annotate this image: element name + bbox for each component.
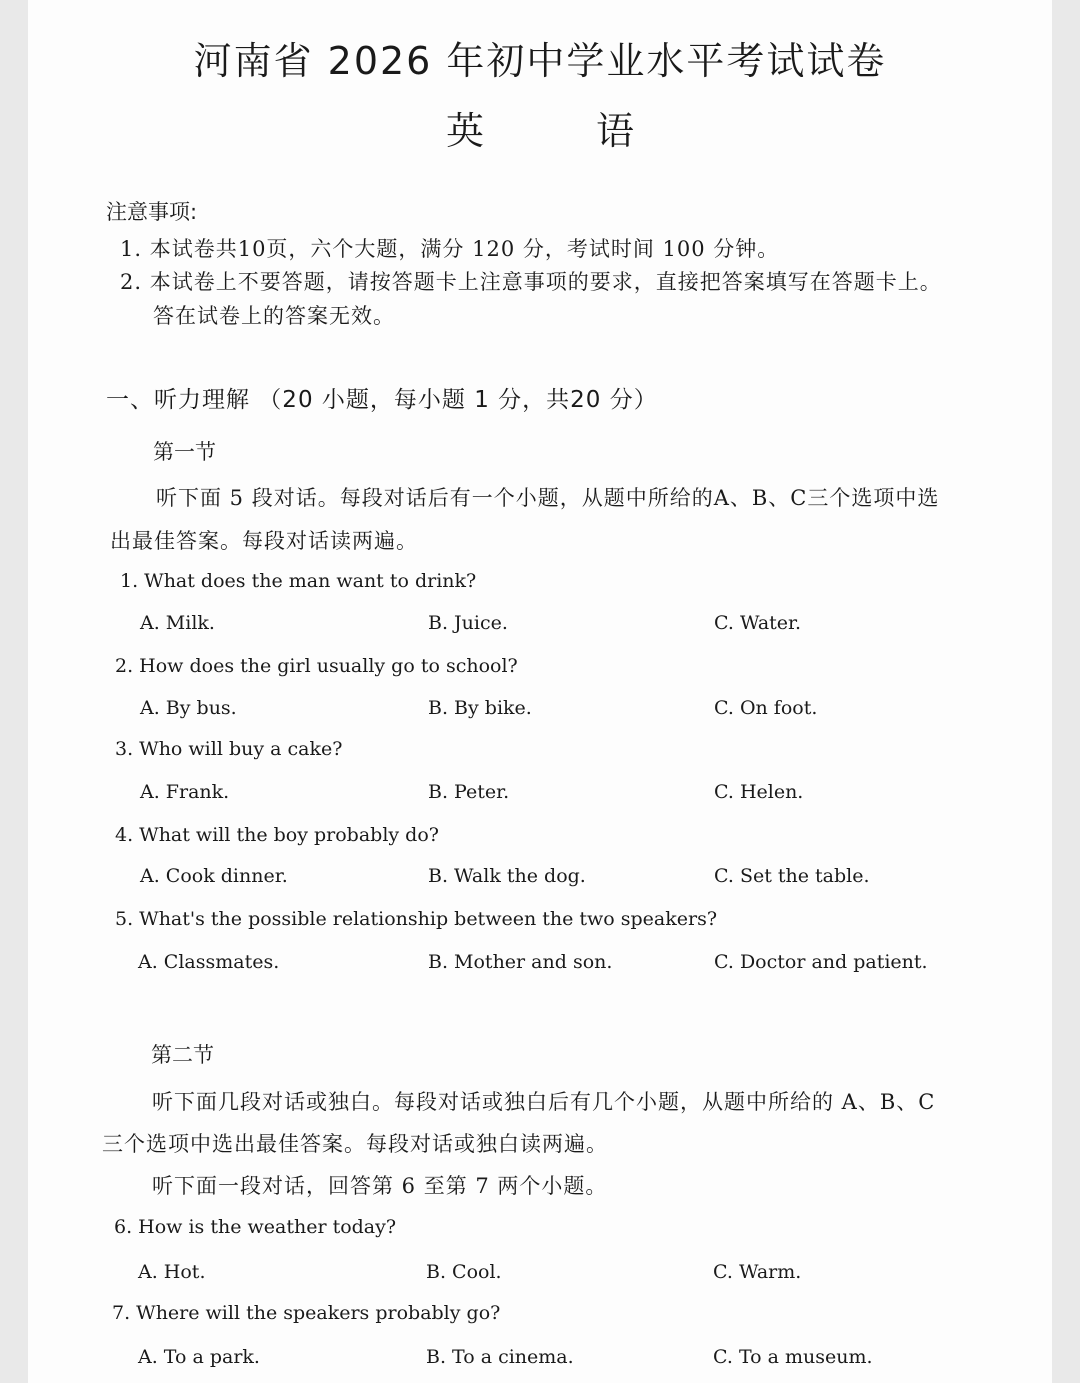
question-7-option-c: C. To a museum. [713,1346,873,1368]
part-1-heading: 第一节 [153,440,216,464]
part-1-instruction-line-2: 出最佳答案。每段对话读两遍。 [110,529,418,553]
question-3-option-c: C. Helen. [714,781,804,803]
question-6-option-b: B. Cool. [426,1261,502,1283]
part-2-heading: 第二节 [151,1043,214,1067]
question-3-option-b: B. Peter. [428,781,510,803]
question-5-option-a: A. Classmates. [138,951,280,973]
question-4-option-a: A. Cook dinner. [140,865,288,887]
question-3-option-a: A. Frank. [140,781,230,803]
question-1-option-c: C. Water. [714,612,802,634]
exam-page [28,0,1052,1383]
question-4-option-b: B. Walk the dog. [428,865,586,887]
question-7-option-a: A. To a park. [138,1346,260,1368]
question-1-stem: 1. What does the man want to drink? [120,570,477,592]
question-7-stem: 7. Where will the speakers probably go? [112,1302,501,1324]
part-2-instruction-line-1: 听下面几段对话或独白。每段对话或独白后有几个小题，从题中所给的 A、B、C [152,1090,936,1114]
note-item-2: 2. 本试卷上不要答题，请按答题卡上注意事项的要求，直接把答案填写在答题卡上。 [120,270,942,294]
question-6-stem: 6. How is the weather today? [114,1216,397,1238]
question-5-option-c: C. Doctor and patient. [714,951,928,973]
note-item-2-continued: 答在试卷上的答案无效。 [153,304,395,328]
question-2-option-b: B. By bike. [428,697,532,719]
question-3-stem: 3. Who will buy a cake? [115,738,343,760]
question-5-option-b: B. Mother and son. [428,951,613,973]
question-4-stem: 4. What will the boy probably do? [115,824,439,846]
question-2-stem: 2. How does the girl usually go to school? [115,655,518,677]
question-2-option-a: A. By bus. [140,697,237,719]
question-2-option-c: C. On foot. [714,697,818,719]
notes-heading: 注意事项: [106,200,198,224]
question-1-option-b: B. Juice. [428,612,508,634]
exam-title: 河南省 2026 年初中学业水平考试试卷 [193,39,887,83]
subject-char-2: 语 [596,109,635,153]
question-5-stem: 5. What's the possible relationship between the two speakers? [115,908,718,930]
part-2-instruction-line-3: 听下面一段对话，回答第 6 至第 7 两个小题。 [152,1174,608,1198]
question-6-option-c: C. Warm. [713,1261,802,1283]
part-1-instruction-line-1: 听下面 5 段对话。每段对话后有一个小题，从题中所给的A、B、C三个选项中选 [156,486,940,510]
question-7-option-b: B. To a cinema. [426,1346,574,1368]
question-6-option-a: A. Hot. [138,1261,206,1283]
question-4-option-c: C. Set the table. [714,865,870,887]
note-item-1: 1. 本试卷共10页，六个大题，满分 120 分，考试时间 100 分钟。 [120,237,780,261]
section-1-heading: 一、听力理解 （20 小题，每小题 1 分，共20 分） [106,387,658,413]
question-1-option-a: A. Milk. [140,612,215,634]
part-2-instruction-line-2: 三个选项中选出最佳答案。每段对话或独白读两遍。 [102,1132,608,1156]
subject-char-1: 英 [446,109,485,153]
